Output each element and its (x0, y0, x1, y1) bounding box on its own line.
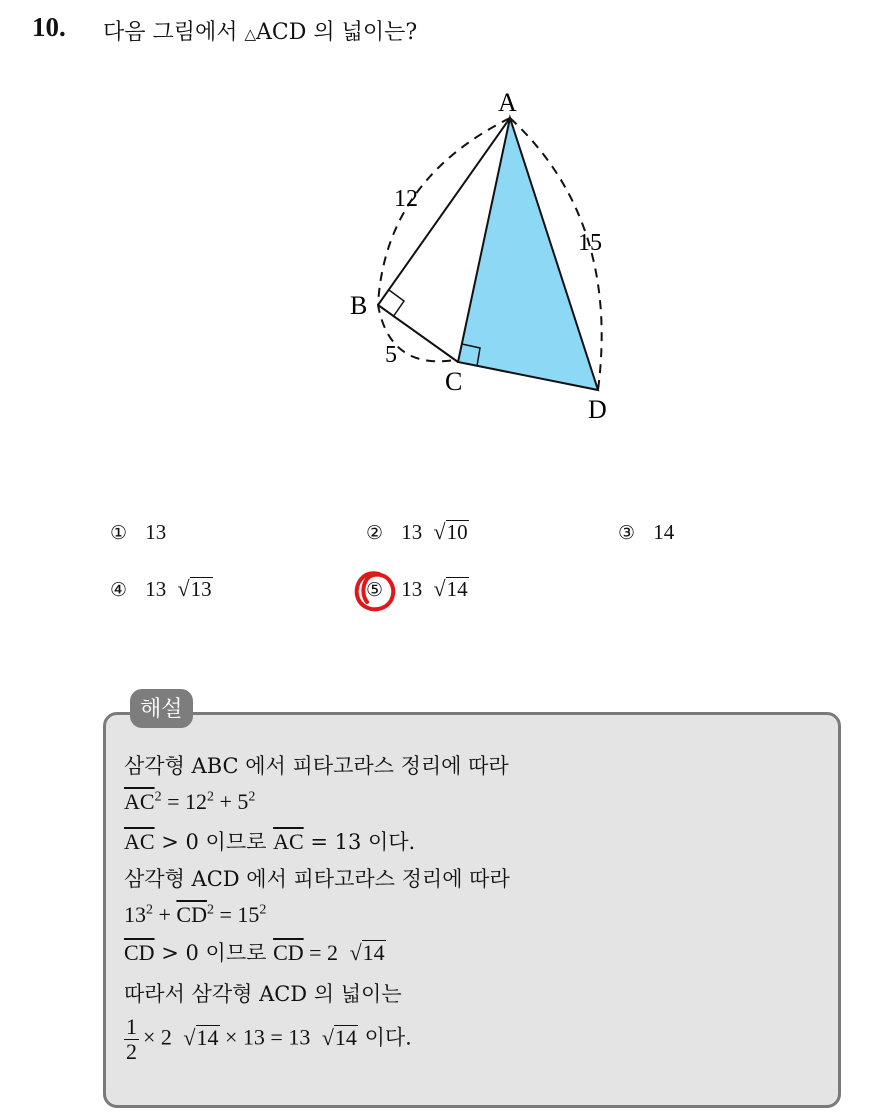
solution-line-8-sqrt-2: √ 14 (321, 1024, 357, 1050)
solution-line-5 (124, 902, 266, 928)
choice-5-value: 13 (401, 577, 423, 602)
solution-line-2-b: + 5 (213, 789, 249, 814)
choice-4-radicand: 13 (190, 577, 212, 601)
solution-line-5-plus: + (153, 902, 177, 927)
solution-line-7-text: 따라서 삼각형 ACD 의 넓이는 (124, 982, 402, 1006)
choice-1[interactable] (110, 520, 166, 545)
exp-cd: 2 (206, 902, 214, 918)
choice-2-sqrt: √ 10 (433, 519, 468, 545)
label-d: D (588, 395, 607, 424)
fraction-numerator: 1 (126, 1014, 137, 1039)
choice-5-number: ⑤ (366, 579, 384, 602)
label-b: B (350, 291, 368, 320)
solution-line-8 (124, 1015, 412, 1064)
choice-1-value: 13 (145, 520, 167, 544)
solution-line-2 (124, 789, 255, 815)
choice-5-radicand: 14 (446, 577, 468, 601)
length-ad: 15 (578, 230, 602, 256)
fraction-one-half (124, 1015, 139, 1064)
solution-line-8-b: × 13 = 13 (225, 1024, 311, 1050)
solution-line-8-end: 이다. (357, 1025, 412, 1050)
exp-12: 2 (206, 789, 214, 805)
choice-3-number: ③ (618, 522, 636, 544)
solution-line-1 (124, 750, 509, 780)
exp-5: 2 (248, 789, 256, 805)
solution-line-6-sqrt: √ 14 (349, 939, 385, 965)
solution-line-8-sqrt-1: √ 14 (183, 1024, 219, 1050)
solution-line-6-mid: > 0 이므로 (154, 941, 274, 965)
choice-2[interactable] (366, 520, 469, 545)
choice-4-value: 13 (145, 577, 167, 602)
segment-cd-label-1: $\overline{CD}$ (124, 940, 155, 965)
choice-2-radicand: 10 (446, 520, 468, 544)
geometry-figure (330, 80, 650, 440)
solution-line-4-text: 삼각형 ACD 에서 피타고라스 정리에 따라 (124, 867, 510, 891)
question-text-after: ACD 의 넓이는? (256, 20, 418, 45)
solution-line-3-end: = 13 이다. (303, 830, 416, 854)
choice-4-sqrt: √ 13 (177, 576, 212, 602)
answer-circle-mark (351, 568, 401, 616)
length-bc: 5 (385, 342, 397, 368)
question-number: 10. (32, 12, 66, 42)
exp-13: 2 (146, 902, 153, 918)
solution-line-7 (124, 978, 402, 1008)
segment-ac-label: $\overline{AC}$ (124, 789, 155, 814)
choice-3[interactable] (618, 520, 674, 545)
question-text (103, 15, 417, 46)
solution-tag: 해설 (130, 689, 193, 728)
solution-line-8-radicand-1: 14 (196, 1024, 219, 1050)
solution-line-3 (124, 826, 415, 856)
choice-3-value: 14 (653, 520, 675, 544)
solution-line-6-radicand: 14 (362, 939, 385, 965)
segment-ac-label-2: $\overline{AC}$ (273, 829, 304, 854)
right-angle-mark-b (389, 290, 404, 317)
fraction-denominator: 2 (126, 1039, 137, 1065)
solution-line-8-radicand-2: 14 (334, 1024, 357, 1050)
segment-cd-label: $\overline{CD}$ (176, 902, 207, 927)
solution-line-4 (124, 863, 510, 893)
solution-line-8-a: × 2 (143, 1024, 172, 1050)
choice-1-number: ① (110, 522, 128, 544)
solution-line-3-mid: > 0 이므로 (154, 830, 274, 854)
solution-line-1-text: 삼각형 ABC 에서 피타고라스 정리에 따라 (124, 754, 509, 778)
solution-line-5-eq: = 15 (213, 902, 260, 927)
segment-ac-label-1: $\overline{AC}$ (124, 829, 155, 854)
label-c: C (445, 367, 463, 396)
triangle-acd-fill (458, 118, 598, 390)
segment-cd-label-2: $\overline{CD}$ (273, 940, 304, 965)
choice-5-sqrt: √ 14 (433, 576, 468, 602)
exp-15: 2 (259, 902, 267, 918)
solution-line-6-eq: = 2 (303, 940, 339, 965)
question-text-before: 다음 그림에서 (103, 20, 245, 45)
label-a: A (498, 88, 517, 117)
solution-line-5-a: 13 (124, 902, 146, 927)
length-ab: 12 (394, 186, 418, 212)
exp-ac: 2 (154, 789, 162, 805)
choice-4[interactable] (110, 577, 213, 602)
solution-line-6 (124, 937, 386, 967)
choice-2-value: 13 (401, 520, 423, 545)
solution-line-2-a: = 12 (161, 789, 207, 814)
triangle-symbol: △ (244, 25, 257, 43)
choice-4-number: ④ (110, 579, 128, 602)
choice-2-number: ② (366, 522, 384, 545)
